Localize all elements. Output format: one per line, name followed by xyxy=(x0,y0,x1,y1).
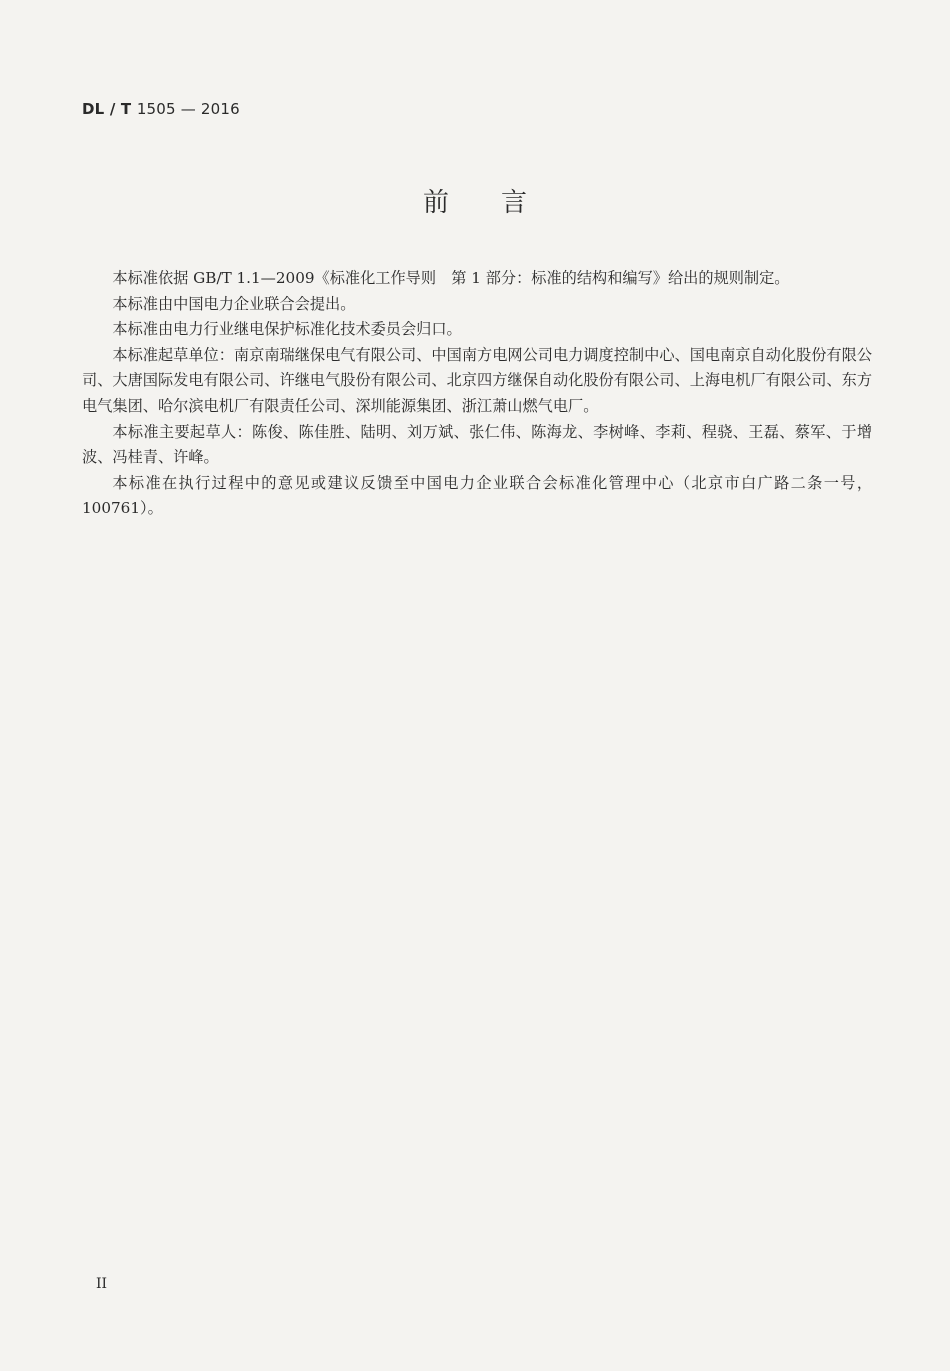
paragraph-proposer: 本标准由中国电力企业联合会提出。 xyxy=(112,294,356,313)
foreword-body xyxy=(82,266,872,522)
standard-code xyxy=(82,100,240,118)
standard-number: 1505 — 2016 xyxy=(136,100,240,118)
paragraph-basis: 本标准依据 GB/T 1.1—2009《标准化工作导则 第 1 部分：标准的结构和编写》给出的规则制定。 xyxy=(112,269,790,287)
paragraph-feedback: 本标准在执行过程中的意见或建议反馈至中国电力企业联合会标准化管理中心（北京市白广路二条一号，100761）。 xyxy=(82,473,872,518)
standard-prefix: DL / T xyxy=(82,100,132,118)
page-number: II xyxy=(96,1276,108,1292)
paragraph-drafting-units: 本标准起草单位：南京南瑞继保电气有限公司、中国南方电网公司电力调度控制中心、国电南京自动化股份有限公司、大唐国际发电有限公司、许继电气股份有限公司、北京四方继保自动化股份有限公司、上海电机厂有限公司、东方电气集团、哈尔滨电机厂有限责任公司、深圳能源集团、浙江萧山燃气电厂。 xyxy=(82,345,872,415)
paragraph-drafters: 本标准主要起草人：陈俊、陈佳胜、陆明、刘万斌、张仁伟、陈海龙、李树峰、李莉、程骁、王磊、蔡军、于增波、冯桂青、许峰。 xyxy=(82,422,872,467)
page-title: 前言 xyxy=(422,188,579,218)
paragraph-committee: 本标准由电力行业继电保护标准化技术委员会归口。 xyxy=(112,320,462,339)
